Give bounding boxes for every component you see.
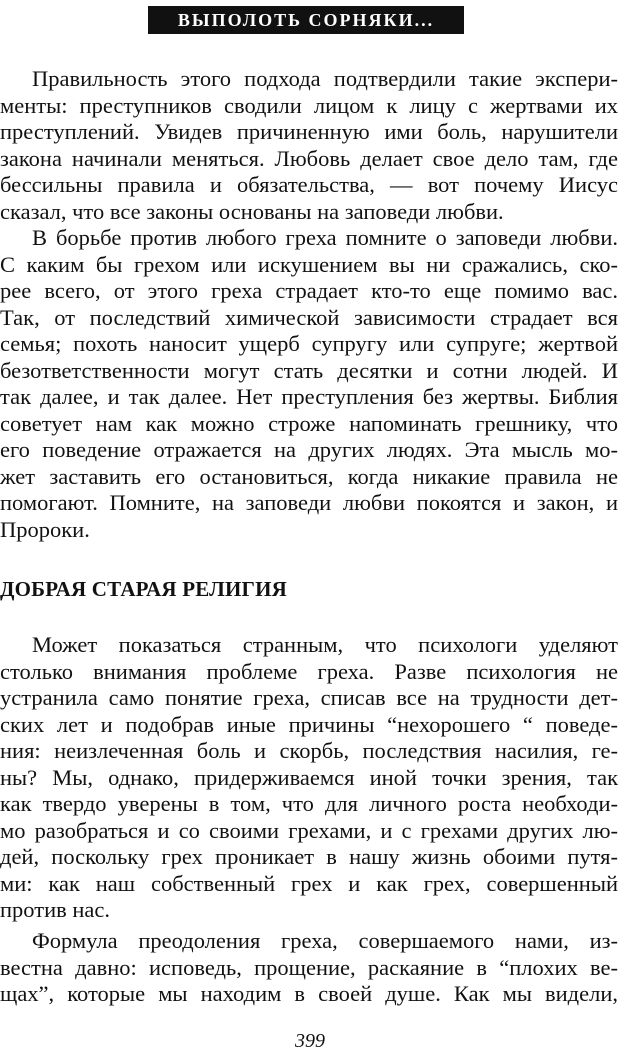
- text-line: ны? Мы, однако, придерживаемся иной точки зрения, так: [0, 764, 618, 790]
- text-line: Формула преодоления греха, совершаемого нами, из-: [32, 928, 618, 953]
- paragraph-1: [0, 66, 620, 225]
- text-line: щах”, которые мы находим в своей душе. Как мы видели,: [0, 981, 618, 1006]
- text-line: преступлений. Увидев причиненную ими боль, нарушители: [0, 119, 618, 144]
- text-line: против нас.: [0, 897, 111, 922]
- text-line: сказал, что все законы основаны на заповеди любви.: [0, 198, 504, 224]
- text-line: ми: как наш собственный грех и как грех, совершенный: [0, 870, 618, 896]
- text-line: безответственности могут стать десятки и сотни людей. И: [0, 357, 618, 383]
- text-line: столько внимания проблеме греха. Разве психология не: [0, 658, 618, 684]
- text-line: В борьбе против любого греха помните о заповеди любви.: [32, 225, 618, 250]
- text-line: Пророки.: [0, 516, 90, 542]
- text-line: помогают. Помните, на заповеди любви покоятся и закон, и: [0, 490, 618, 515]
- paragraph-4: [0, 928, 620, 1008]
- text-line: семья; похоть наносит ущерб супругу или супруге; жертвой: [0, 331, 618, 356]
- text-line: Правильность этого подхода подтвердили такие экспери-: [32, 66, 618, 91]
- text-line: дей, поскольку грех проникает в нашу жизнь обоими путя-: [0, 844, 618, 869]
- page-number: 399: [295, 1030, 325, 1052]
- text-line: Так, от последствий химической зависимости страдает вся: [0, 304, 618, 330]
- text-line: менты: преступников сводили лицом к лицу с жертвами их: [0, 92, 618, 118]
- text-line: мо разобраться и со своими грехами, и с грехами других лю-: [0, 817, 618, 843]
- running-header-text: ВЫПОЛОТЬ СОРНЯКИ...: [177, 9, 435, 30]
- text-line: рее всего, от этого греха страдает кто-то еще помимо вас.: [0, 278, 618, 303]
- text-line: так далее, и так далее. Нет преступления без жертвы. Библия: [0, 384, 618, 409]
- text-line: Может показаться странным, что психологи уделяют: [32, 632, 618, 657]
- text-line: советует нам как можно строже напоминать грешнику, что: [0, 410, 618, 436]
- section-heading: ДОБРАЯ СТАРАЯ РЕЛИГИЯ: [0, 577, 288, 601]
- text-line: бессильны правила и обязательства, — вот почему Иисус: [0, 172, 618, 197]
- text-line: как твердо уверены в том, что для личного роста необходи-: [0, 791, 618, 816]
- text-line: ских лет и подобрав иные причины “нехорошего “ поведе-: [0, 711, 618, 737]
- text-line: закона начинали меняться. Любовь делает свое дело там, где: [0, 145, 618, 171]
- text-line: жет заставить его остановиться, когда никакие правила не: [0, 463, 618, 489]
- text-line: С каким бы грехом или искушением вы ни сражались, ско-: [0, 251, 618, 277]
- text-line: вестна давно: исповедь, прощение, раскаяние в “плохих ве-: [0, 954, 618, 980]
- paragraph-3: [0, 632, 620, 924]
- text-line: устранила само понятие греха, списав все на трудности дет-: [0, 685, 618, 710]
- text-line: его поведение отражается на других людях. Эта мысль мо-: [0, 437, 618, 462]
- text-line: ния: неизлеченная боль и скорбь, последствия насилия, ге-: [0, 738, 618, 763]
- running-header: [148, 6, 464, 34]
- paragraph-2: [0, 225, 620, 543]
